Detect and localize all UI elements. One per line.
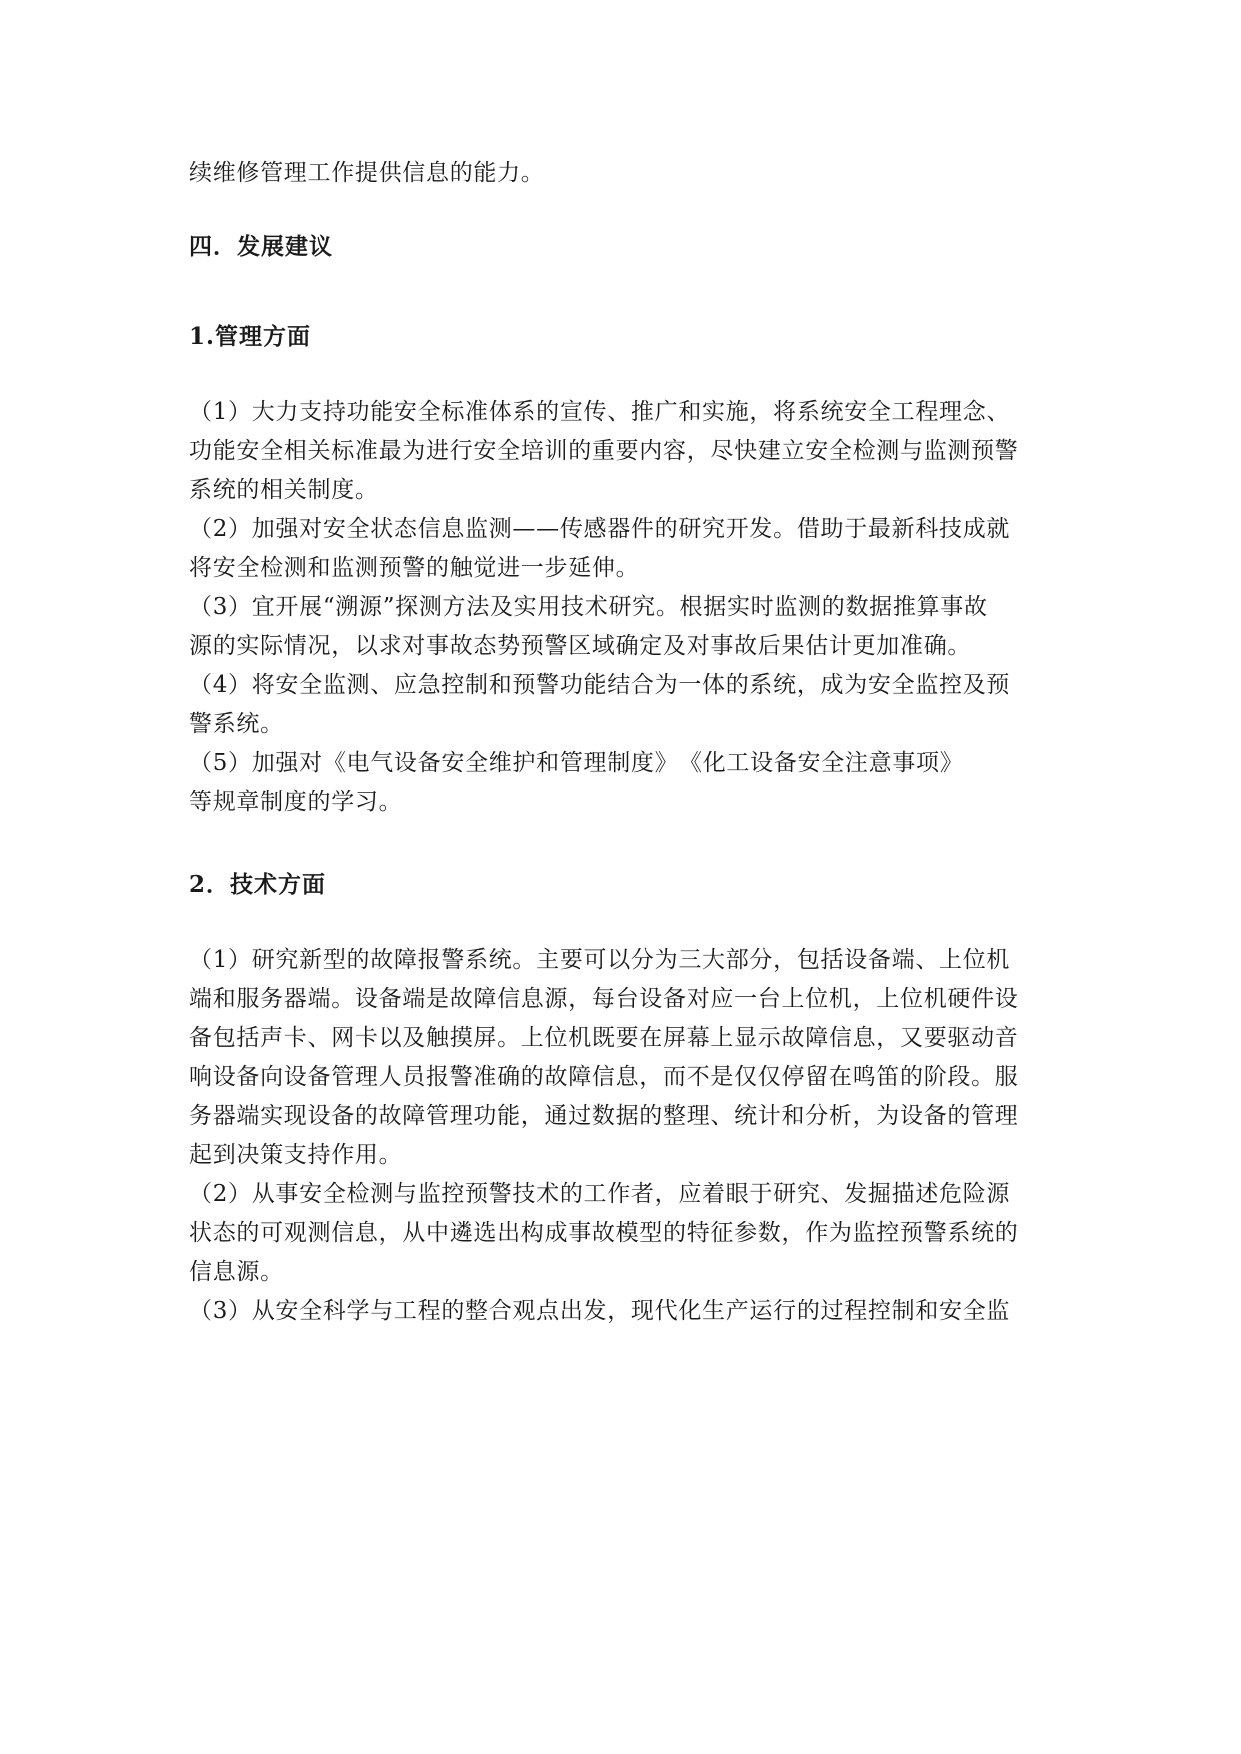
paragraph-line: 源的实际情况，以求对事故态势预警区域确定及对事故后果估计更加准确。 bbox=[189, 633, 972, 659]
paragraph-line: （3）从安全科学与工程的整合观点出发，现代化生产运行的过程控制和安全监 bbox=[189, 1298, 1011, 1324]
paragraph-line: （1）大力支持功能安全标准体系的宣传、推广和实施，将系统安全工程理念、 bbox=[189, 399, 1011, 425]
paragraph-line: 起到决策支持作用。 bbox=[189, 1142, 403, 1168]
paragraph-line: 务器端实现设备的故障管理功能，通过数据的整理、统计和分析，为设备的管理 bbox=[189, 1103, 1019, 1129]
paragraph-line: 状态的可观测信息，从中遴选出构成事故模型的特征参数，作为监控预警系统的 bbox=[189, 1220, 1019, 1246]
paragraph-line: （3）宜开展“溯源”探测方法及实用技术研究。根据实时监测的数据推算事故 bbox=[189, 594, 988, 620]
paragraph-line: （4）将安全监测、应急控制和预警功能结合为一体的系统，成为安全监控及预 bbox=[189, 672, 1011, 698]
paragraph-line: 端和服务器端。设备端是故障信息源，每台设备对应一台上位机，上位机硬件设 bbox=[189, 986, 1019, 1012]
paragraph-line: （2）加强对安全状态信息监测——传感器件的研究开发。借助于最新科技成就 bbox=[189, 516, 1011, 542]
subsection-heading: 2．技术方面 bbox=[189, 871, 327, 898]
paragraph-line: 警系统。 bbox=[189, 711, 284, 737]
paragraph-line: 将安全检测和监测预警的触觉进一步延伸。 bbox=[189, 555, 640, 581]
paragraph-line: 等规章制度的学习。 bbox=[189, 789, 403, 815]
paragraph-line: 功能安全相关标准最为进行安全培训的重要内容，尽快建立安全检测与监测预警 bbox=[189, 438, 1019, 464]
paragraph-line: 信息源。 bbox=[189, 1259, 284, 1285]
paragraph-line: 系统的相关制度。 bbox=[189, 477, 379, 503]
paragraph-line: （1）研究新型的故障报警系统。主要可以分为三大部分，包括设备端、上位机 bbox=[189, 947, 1011, 973]
paragraph-line: （5）加强对《电气设备安全维护和管理制度》 《化工设备安全注意事项》 bbox=[189, 750, 964, 776]
section-heading: 四．发展建议 bbox=[189, 233, 333, 260]
paragraph-line: （2）从事安全检测与监控预警技术的工作者，应着眼于研究、发掘描述危险源 bbox=[189, 1181, 1011, 1207]
paragraph-line: 备包括声卡、网卡以及触摸屏。上位机既要在屏幕上显示故障信息，又要驱动音 bbox=[189, 1025, 1019, 1051]
paragraph-line: 续维修管理工作提供信息的能力。 bbox=[189, 160, 545, 186]
subsection-heading: 1.管理方面 bbox=[189, 323, 312, 350]
paragraph-line: 响设备向设备管理人员报警准确的故障信息，而不是仅仅停留在鸣笛的阶段。服 bbox=[189, 1064, 1019, 1090]
